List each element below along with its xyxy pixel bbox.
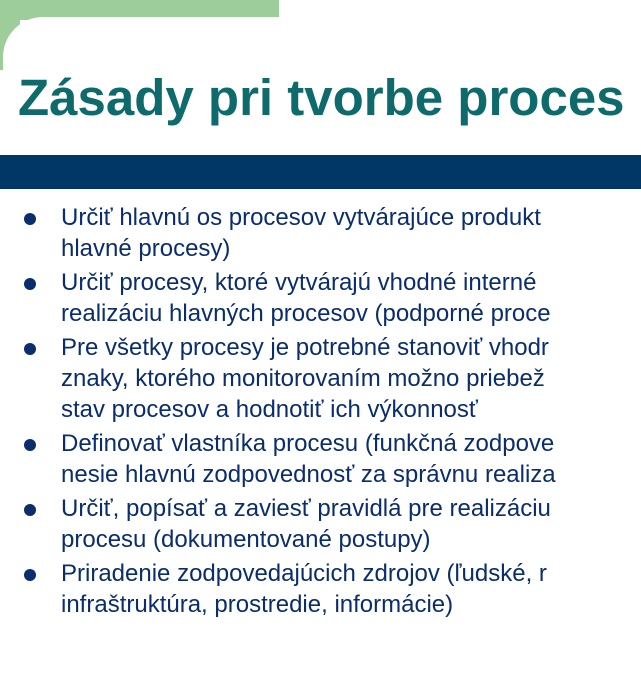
bullet-item: [0, 428, 556, 490]
bullet-line: infraštruktúra, prostredie, informácie): [61, 591, 454, 618]
bullet-line: stav procesov a hodnotiť ich výkonnosť: [61, 396, 478, 423]
bullet-line: procesu (dokumentované postupy): [61, 526, 431, 553]
bullet-line: realizáciu hlavných procesov (podporné proce: [61, 300, 551, 327]
bullet-line: hlavné procesy): [61, 235, 231, 262]
bullet-item: [0, 202, 556, 264]
bullet-dot-icon: [24, 439, 36, 451]
bullet-dot-icon: [24, 343, 36, 355]
bullet-item: [0, 493, 556, 555]
bullet-dot-icon: [24, 278, 36, 290]
bullet-line: Určiť procesy, ktoré vytvárajú vhodné interné: [61, 269, 537, 296]
bullet-dot-icon: [24, 504, 36, 516]
bullet-line: nesie hlavnú zodpovednosť za správnu realiza: [61, 461, 556, 488]
bullet-line: znaky, ktorého monitorovaním možno priebež: [61, 365, 545, 392]
bullet-line: Určiť, popísať a zaviesť pravidlá pre realizáciu: [61, 495, 551, 522]
bullet-line: Priradenie zodpovedajúcich zdrojov (ľudské, r: [61, 560, 547, 587]
slide-title: Zásady pri tvorbe proces: [18, 69, 625, 126]
bullet-dot-icon: [24, 213, 36, 225]
bullet-line: Pre všetky procesy je potrebné stanoviť vhodr: [61, 334, 549, 361]
bullet-line: Určiť hlavnú os procesov vytvárajúce produkt: [61, 204, 541, 231]
title-underline-band: [0, 155, 641, 189]
bullet-line: Definovať vlastníka procesu (funkčná zodpove: [61, 430, 555, 457]
bullet-item: [0, 267, 556, 329]
bullet-list: [0, 202, 556, 623]
bullet-item: [0, 558, 556, 620]
bullet-dot-icon: [24, 569, 36, 581]
bullet-item: [0, 332, 556, 425]
